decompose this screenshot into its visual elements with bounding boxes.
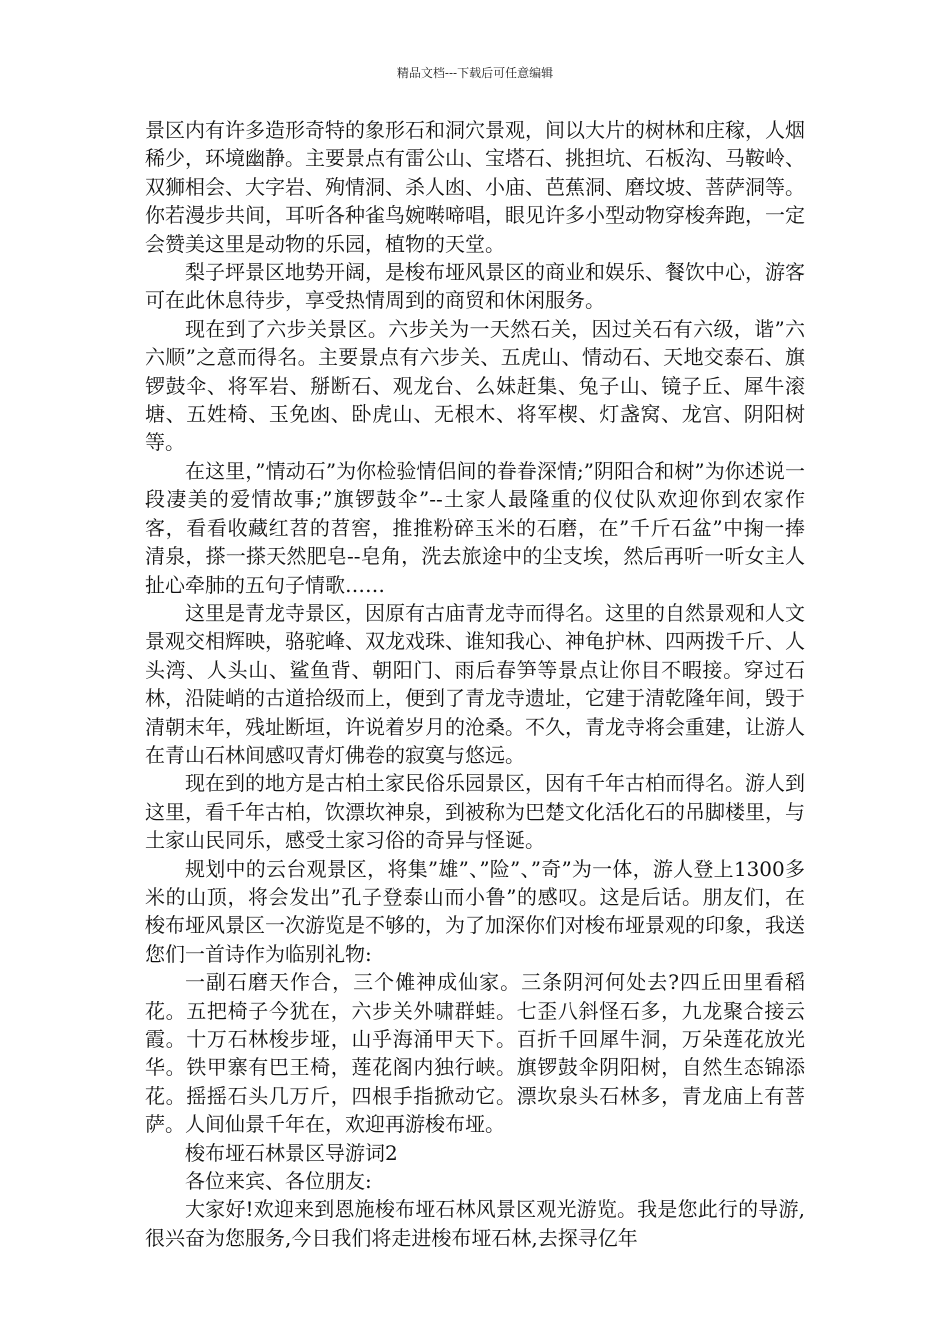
page-header: 精品文档---下载后可任意编辑 (396, 66, 554, 80)
paragraph-7: 规划中的云台观景区，将集”雄”、”险”、”奇”为一体，游人登上1300多米的山顶，将会发出”孔子登泰山而小鲁”的感叹。这是后话。朋友们，在梭布垭风景区一次游览是不够的，为了加深你们对梭布垭景观的印象，我送您们一首诗作为临别礼物: (145, 856, 805, 966)
greeting-line: 各位来宾、各位朋友: (185, 1169, 372, 1194)
paragraph-2: 梨子坪景区地势开阔，是梭布垭风景区的商业和娱乐、餐饮中心，游客可在此休息待步，享受热情周到的商贸和休闲服务。 (145, 260, 805, 313)
paragraph-9: 大家好!欢迎来到恩施梭布垭石林风景区观光游览。我是您此行的导游,很兴奋为您服务,今日我们将走进梭布垭石林,去探寻亿年 (145, 1197, 805, 1250)
paragraph-8: 一副石磨天作合，三个傩神成仙家。三条阴河何处去?四丘田里看稻花。五把椅子今犹在，六步关外啸群蛙。七歪八斜怪石多，九龙聚合接云霞。十万石林梭步垭，山乎海涌甲天下。百折千回犀牛洞，万朵莲花放光华。铁甲寨有巴王椅，莲花阁内独行峡。旗锣鼓伞阴阳树，自然生态锦添花。摇摇石头几万斤，四根手指掀动它。漂坎泉头石林多，青龙庙上有菩萨。人间仙景千年在，欢迎再游梭布垭。 (145, 970, 805, 1137)
paragraph-5: 这里是青龙寺景区，因原有古庙青龙寺而得名。这里的自然景观和人文景观交相辉映，骆驼峰、双龙戏珠、谁知我心、神龟护林、四两拨千斤、人头湾、人头山、鲨鱼背、朝阳门、雨后春笋等景点让你目不暇接。穿过石林，沿陡峭的古道拾级而上，便到了青龙寺遗址，它建于清乾隆年间，毁于清朝末年，残址断垣，许说着岁月的沧桑。不久，青龙寺将会重建，让游人在青山石林间感叹青灯佛卷的寂寞与悠远。 (145, 600, 805, 767)
paragraph-4: 在这里，”情动石”为你检验情侣间的眷眷深情;”阴阳合和树”为你述说一段凄美的爱情故事;”旗锣鼓伞”--土家人最隆重的仪仗队欢迎你到农家作客，看看收藏红苕的苕窖，推推粉碎玉米的石磨，在”千斤石盆”中掬一捧清泉，搽一搽天然肥皂--皂角，洗去旅途中的尘支埃，然后再听一听女主人扯心牵肺的五句子情歌…… (145, 458, 805, 597)
paragraph-3: 现在到了六步关景区。六步关为一天然石关，因过关石有六级，谐”六六顺”之意而得名。主要景点有六步关、五虎山、情动石、天地交泰石、旗锣鼓伞、将军岩、掰断石、观龙台、么妹赶集、兔子山、镜子丘、犀牛滚塘、五姓椅、玉免凼、卧虎山、无根木、将军楔、灯盏窝、龙宫、阴阳树等。 (145, 316, 805, 455)
paragraph-1: 景区内有许多造形奇特的象形石和洞穴景观，间以大片的树林和庄稼，人烟稀少，环境幽静。主要景点有雷公山、宝塔石、挑担坑、石板沟、马鞍岭、双狮相会、大字岩、殉情洞、杀人凼、小庙、芭蕉洞、磨坟坡、菩萨洞等。你若漫步共间，耳听各种雀鸟婉啭啼唱，眼见许多小型动物穿梭奔跑，一定会赞美这里是动物的乐园，植物的天堂。 (145, 118, 805, 256)
document-body (145, 116, 805, 1252)
paragraph-6: 现在到的地方是古柏土家民俗乐园景区，因有千年古柏而得名。游人到这里，看千年古柏，饮漂坎神泉，到被称为巴楚文化活化石的吊脚楼里，与土家山民同乐，感受土家习俗的奇异与怪诞。 (145, 771, 805, 853)
section-title: 梭布垭石林景区导游词2 (185, 1140, 398, 1165)
